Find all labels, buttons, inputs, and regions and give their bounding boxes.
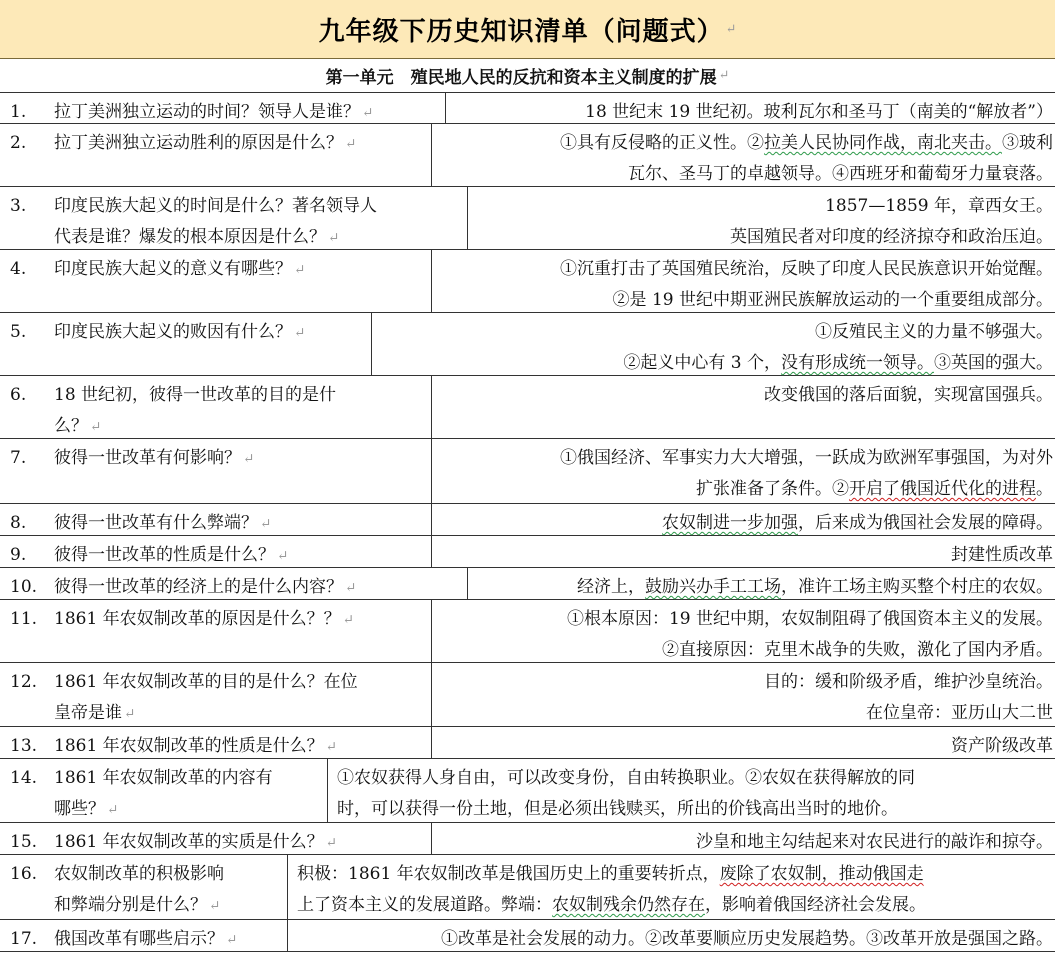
question-line: 1861 年农奴制改革的原因是什么？？ (54, 609, 341, 629)
unit-heading-row (0, 59, 1055, 93)
question-number: 7. (10, 448, 27, 468)
column-divider (445, 93, 446, 123)
document-title-bar (0, 0, 1055, 59)
table-row (0, 727, 1055, 759)
paragraph-mark-icon: ↵ (345, 136, 357, 152)
answer-text (297, 924, 1053, 955)
unit-title: 第一单元 殖民地人民的反抗和资本主义制度的扩展 (325, 68, 717, 88)
answer-line: 改变俄国的落后面貌，实现富国强兵。 (764, 385, 1053, 405)
table-row (0, 663, 1055, 727)
answer-line: 沙皇和地主勾结起来对农民进行的敲诈和掠夺。 (696, 832, 1053, 852)
question-line: 农奴制改革的积极影响 (54, 864, 224, 884)
question-line: 代表是谁？爆发的根本原因是什么？ (54, 227, 326, 247)
answer-line: 经济上，鼓励兴办手工工场，准许工场主购买整个村庄的农奴。 (577, 577, 1053, 597)
question-text (54, 191, 461, 254)
question-line: 拉丁美洲独立运动胜利的原因是什么？ (54, 133, 343, 153)
question-line: 彼得一世改革有什么弊端？ (54, 513, 258, 533)
question-number: 4. (10, 259, 27, 279)
paragraph-mark-icon: ↵ (725, 21, 737, 37)
question-text (54, 380, 425, 443)
paragraph-mark-icon: ↵ (107, 802, 119, 818)
answer-text (337, 763, 1053, 825)
proofing-underline: 农奴制残余仍然存在 (552, 895, 705, 915)
question-line: 皇帝是谁 (54, 703, 122, 723)
question-number: 13. (10, 736, 38, 756)
question-number: 15. (10, 832, 38, 852)
paragraph-mark-icon: ↵ (325, 835, 338, 851)
answer-line: 资产阶级改革 (951, 736, 1053, 756)
document-title: 九年级下历史知识清单（问题式） (318, 16, 724, 47)
question-line: 1861 年农奴制改革的内容有 (54, 768, 273, 788)
column-divider (431, 439, 432, 503)
column-divider (431, 376, 432, 438)
answer-text (441, 827, 1053, 858)
table-row (0, 504, 1055, 536)
answer-text (441, 731, 1053, 762)
answer-line: 1857—1859 年，章西女王。 (825, 196, 1053, 216)
column-divider (371, 313, 372, 375)
table-row (0, 600, 1055, 663)
question-line: 哪些？ (54, 799, 105, 819)
table-row (0, 920, 1055, 952)
table-row (0, 313, 1055, 376)
column-divider (287, 855, 288, 919)
answer-text (381, 317, 1053, 379)
paragraph-mark-icon: ↵ (325, 739, 338, 755)
proofing-underline: 废除了农奴制，推动俄国走 (719, 864, 924, 884)
paragraph-mark-icon: ↵ (362, 105, 374, 121)
answer-text (441, 254, 1053, 316)
question-text (54, 859, 281, 922)
column-divider (287, 920, 288, 951)
answer-line: ②直接原因：克里木战争的失败，激化了国内矛盾。 (662, 640, 1053, 660)
question-text (54, 443, 425, 475)
paragraph-mark-icon: ↵ (718, 68, 730, 83)
answer-line: 农奴制进一步加强，后来成为俄国社会发展的障碍。 (662, 513, 1053, 533)
question-number: 10. (10, 577, 38, 597)
answer-line: 瓦尔、圣马丁的卓越领导。④西班牙和葡萄牙力量衰落。 (628, 164, 1053, 184)
paragraph-mark-icon: ↵ (90, 419, 102, 435)
paragraph-mark-icon: ↵ (277, 548, 289, 564)
question-line: 印度民族大起义的时间是什么？著名领导人 (54, 196, 377, 216)
answer-text (441, 443, 1053, 505)
table-row (0, 93, 1055, 124)
table-row (0, 250, 1055, 313)
question-text (54, 317, 365, 349)
question-number: 8. (10, 513, 27, 533)
answer-line: 上了资本主义的发展道路。弊端：农奴制残余仍然存在，影响着俄国经济社会发展。 (297, 895, 926, 915)
question-number: 1. (10, 102, 27, 122)
question-line: 1861 年农奴制改革的实质是什么？ (54, 832, 324, 852)
question-line: 么？ (54, 416, 88, 436)
question-number: 3. (10, 196, 27, 216)
column-divider (431, 727, 432, 758)
column-divider (431, 504, 432, 535)
table-row (0, 124, 1055, 187)
column-divider (467, 568, 468, 599)
proofing-underline: 没有形成统一领导。 (781, 353, 934, 373)
answer-text (441, 508, 1053, 539)
question-line: 彼得一世改革有何影响？ (54, 448, 241, 468)
answer-line: ①具有反侵略的正义性。②拉美人民协同作战，南北夹击。③玻利 (560, 133, 1053, 153)
question-number: 12. (10, 672, 38, 692)
column-divider (431, 536, 432, 567)
answer-text (441, 540, 1053, 571)
proofing-underline: 开启了俄国近代化的进程 (849, 479, 1036, 499)
question-number: 5. (10, 322, 27, 342)
table-row (0, 187, 1055, 250)
proofing-underline: 鼓励兴办手工工场 (645, 577, 781, 597)
answer-text (441, 667, 1053, 729)
question-line: 印度民族大起义的意义有哪些？ (54, 259, 292, 279)
paragraph-mark-icon: ↵ (226, 932, 238, 948)
table-row (0, 439, 1055, 504)
paragraph-mark-icon: ↵ (328, 230, 340, 246)
paragraph-mark-icon: ↵ (345, 580, 357, 596)
question-line: 拉丁美洲独立运动的时间？领导人是谁？ (54, 102, 360, 122)
answer-text (441, 128, 1053, 190)
proofing-underline: 农奴制进一步加强 (662, 513, 798, 533)
answer-line: ②是 19 世纪中期亚洲民族解放运动的一个重要组成部分。 (612, 290, 1053, 310)
table-row (0, 855, 1055, 920)
question-line: 和弊端分别是什么？ (54, 895, 207, 915)
question-number: 16. (10, 864, 38, 884)
answer-text (477, 572, 1053, 603)
question-text (54, 763, 321, 826)
answer-line: ①农奴获得人身自由，可以改变身份，自由转换职业。②农奴在获得解放的同 (337, 768, 915, 788)
table-row (0, 823, 1055, 855)
paragraph-mark-icon: ↵ (294, 262, 306, 278)
question-line: 1861 年农奴制改革的性质是什么？ (54, 736, 324, 756)
column-divider (431, 663, 432, 726)
table-row (0, 376, 1055, 439)
answer-text (441, 380, 1053, 411)
proofing-underline: 拉美人民协同作战，南北夹击。 (764, 133, 1002, 153)
answer-text (297, 859, 1053, 921)
paragraph-mark-icon: ↵ (342, 612, 355, 628)
question-line: 俄国改革有哪些启示？ (54, 929, 224, 949)
column-divider (431, 124, 432, 186)
question-line: 彼得一世改革的性质是什么？ (54, 545, 275, 565)
column-divider (431, 250, 432, 312)
question-line: 彼得一世改革的经济上的是什么内容？ (54, 577, 343, 597)
paragraph-mark-icon: ↵ (243, 451, 255, 467)
question-text (54, 924, 281, 956)
question-text (54, 604, 425, 636)
paragraph-mark-icon: ↵ (260, 516, 272, 532)
question-number: 11. (10, 609, 38, 629)
answer-line: ①反殖民主义的力量不够强大。 (815, 322, 1053, 342)
answer-line: 目的：缓和阶级矛盾，维护沙皇统治。 (764, 672, 1053, 692)
question-number: 14. (10, 768, 38, 788)
table-row (0, 536, 1055, 568)
table-row (0, 568, 1055, 600)
question-number: 2. (10, 133, 27, 153)
question-line: 印度民族大起义的败因有什么？ (54, 322, 292, 342)
answer-line: 扩张准备了条件。②开启了俄国近代化的进程。 (696, 479, 1053, 499)
answer-line: 时，可以获得一份土地，但是必须出钱赎买，所出的价钱高出当时的地价。 (337, 799, 898, 819)
table-row (0, 759, 1055, 823)
answer-line: ①俄国经济、军事实力大大增强，一跃成为欧洲军事强国，为对外 (560, 448, 1053, 468)
answer-text (441, 604, 1053, 666)
question-number: 17. (10, 929, 38, 949)
answer-line: 在位皇帝：亚历山大二世 (866, 703, 1053, 723)
column-divider (467, 187, 468, 249)
paragraph-mark-icon: ↵ (294, 325, 306, 341)
paragraph-mark-icon: ↵ (124, 706, 136, 722)
column-divider (431, 823, 432, 854)
answer-line: 积极：1861 年农奴制改革是俄国历史上的重要转折点，废除了农奴制，推动俄国走 (297, 864, 924, 884)
question-number: 6. (10, 385, 27, 405)
answer-text (477, 191, 1053, 253)
column-divider (327, 759, 328, 822)
question-number: 9. (10, 545, 27, 565)
question-text (54, 128, 425, 160)
answer-line: 英国殖民者对印度的经济掠夺和政治压迫。 (730, 227, 1053, 247)
question-line: 1861 年农奴制改革的目的是什么？在位 (54, 672, 358, 692)
question-text (54, 667, 425, 730)
paragraph-mark-icon: ↵ (209, 898, 221, 914)
answer-line: ①改革是社会发展的动力。②改革要顺应历史发展趋势。③改革开放是强国之路。 (441, 929, 1053, 949)
answer-line: ①沉重打击了英国殖民统治，反映了印度人民民族意识开始觉醒。 (560, 259, 1053, 279)
answer-line: ①根本原因：19 世纪中期，农奴制阻碍了俄国资本主义的发展。 (566, 609, 1053, 629)
answer-line: 18 世纪末 19 世纪初。玻利瓦尔和圣马丁（南美的“解放者”） (585, 102, 1053, 122)
column-divider (431, 600, 432, 662)
answer-line: ②起义中心有 3 个，没有形成统一领导。③英国的强大。 (623, 353, 1053, 373)
question-line: 18 世纪初，彼得一世改革的目的是什 (54, 385, 337, 405)
question-text (54, 254, 425, 286)
answer-line: 封建性质改革 (951, 545, 1053, 565)
